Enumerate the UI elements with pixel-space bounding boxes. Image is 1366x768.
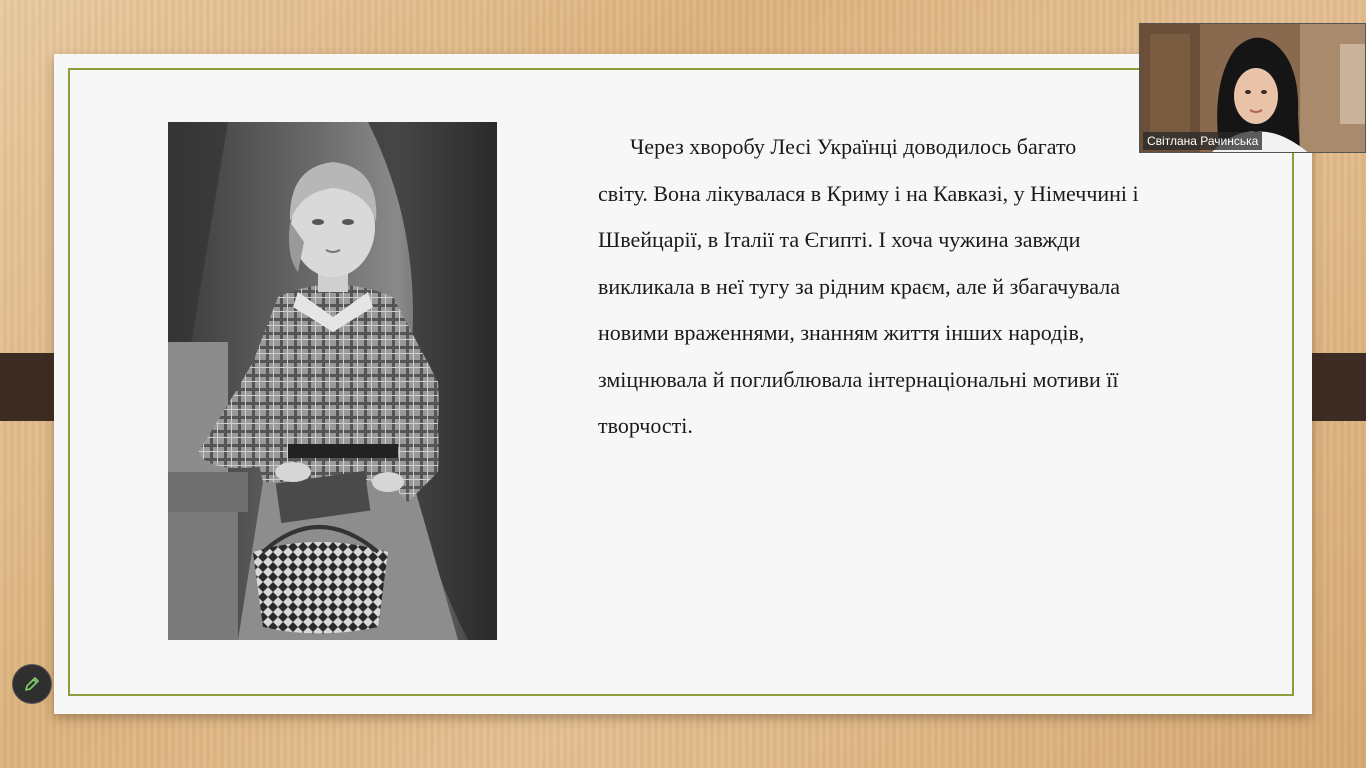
slide-paragraph [598,124,1238,450]
paragraph-line: Через хворобу Лесі Українці доводилось багато [630,134,1077,159]
portrait-photo [168,122,497,640]
pencil-icon [23,675,41,693]
paragraph-line: творчості. [598,413,693,438]
paragraph-line: зміцнювала й поглиблювала інтернаціональні мотиви її [598,366,1119,392]
portrait-photo-image [168,122,497,640]
annotate-pen-button[interactable] [12,664,52,704]
paragraph-line: світу. Вона лікувалася в Криму і на Кавказі, у Німеччині і [598,180,1139,206]
paragraph-line: викликала в неї тугу за рідним краєм, але й збагачувала [598,273,1120,299]
participant-video-tile[interactable] [1139,23,1366,153]
participant-name-label: Світлана Рачинська [1143,132,1262,150]
paragraph-line: Швейцарії, в Італії та Єгипті. І хоча чужина завжди [598,227,1081,252]
paragraph-line: новими враженнями, знанням життя інших народів, [598,320,1085,345]
